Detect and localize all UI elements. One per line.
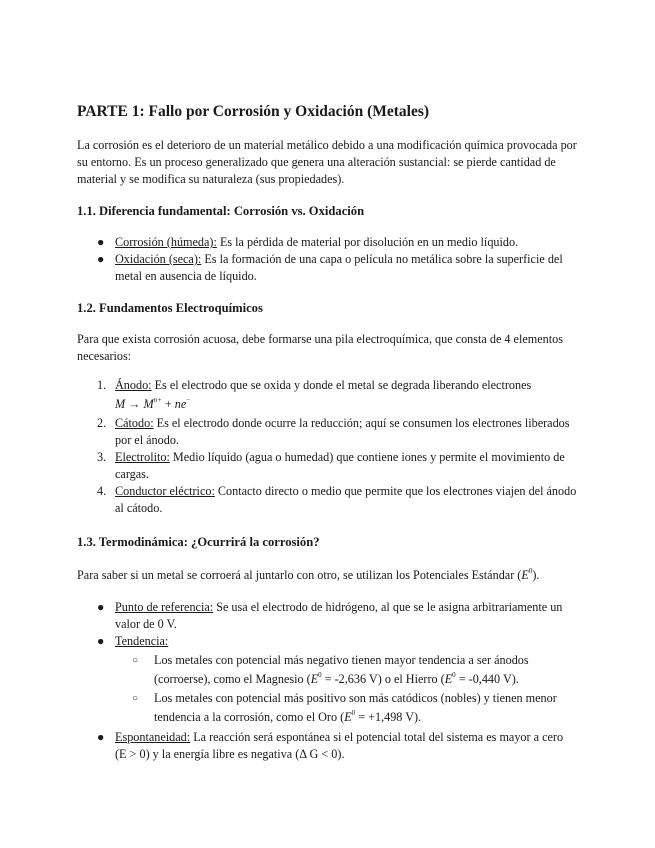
list-item [77,449,577,483]
intro-paragraph: La corrosión es el deterioro de un material metálico debido a una modificación química provocada por su entorno. Es un proceso generalizado que genera una alteración sustancial: se pierde cantidad de material y se modifica su naturaleza (sus propiedades). [77,138,577,186]
section-1-2-intro: Para que exista corrosión acuosa, debe formarse una pila electroquímica, que consta de 4 elementos necesarios: [77,332,563,363]
list-item: ○ Los metales con potencial más positivo son más catódicos (nobles) y tienen menor tendencia a la corrosión, como el Oro ($E^0 = +1,498$ V). [132,691,557,724]
oxidation-formula: $M \to M^{n+} + ne^-$ [115,396,191,411]
section-1-1-list [77,234,577,285]
definition-text: Se usa el electrodo de hidrógeno, al que se le asigna arbitrariamente un valor de 0 V. [115,600,563,631]
item-number: 2. [97,416,107,430]
term-cathode: Cátodo: [115,416,154,430]
section-1-3-intro: Para saber si un metal se corroerá al juntarlo con otro, se utilizan los Potenciales Estándar $(E^0)$. [77,567,540,582]
term-oxidation: Oxidación (seca): [115,252,202,266]
definition-text: Es la formación de una capa o película no metálica sobre la superficie del metal en ausencia de líquido. [115,252,563,283]
definition-text: La reacción será espontánea si el potencial total del sistema es mayor a cero (E > 0) y la energía libre es negativa (Δ G < 0). [115,730,564,761]
item-number: 1. [97,378,107,392]
term-tendency: Tendencia: [115,634,169,648]
circle-bullet-icon: ○ [132,655,139,666]
list-item [77,633,577,650]
definition-text: Medio líquido (agua o humedad) que contiene iones y permite el movimiento de cargas. [115,450,565,481]
section-1-1-heading: 1.1. Diferencia fundamental: Corrosión vs. Oxidación [77,204,365,218]
bullet-icon: ● [97,235,105,249]
term-electrolyte: Electrolito: [115,450,170,464]
list-item [77,729,577,763]
item-number: 4. [97,484,107,498]
definition-text: Es el electrodo donde ocurre la reducción; aquí se consumen los electrones liberados por el ánodo. [115,416,570,447]
bullet-icon: ● [97,634,105,648]
list-item [77,234,577,251]
list-item: ○ Los metales con potencial más negativo tienen mayor tendencia a ser ánodos (corroerse), como el Magnesio ($E^0 = -2,636$ V) o el Hierro ($E^0 = -0,440$ V). [132,653,529,686]
bullet-icon: ● [97,730,105,744]
page-title: PARTE 1: Fallo por Corrosión y Oxidación (Metales) [77,103,430,120]
term-corrosion: Corrosión (húmeda): [115,235,217,249]
list-item [77,377,577,414]
list-item [77,415,577,449]
list-item [77,483,577,517]
section-1-2-list [77,377,577,517]
spontaneity-list [77,729,577,763]
section-1-3-heading: 1.3. Termodinámica: ¿Ocurrirá la corrosión? [77,535,320,549]
list-item [77,599,577,633]
bullet-icon: ● [97,252,105,266]
term-spontaneity: Espontaneidad: [115,730,191,744]
list-item [77,251,577,285]
tendency-sublist [77,651,577,727]
circle-bullet-icon: ○ [132,693,139,704]
definition-text: Es la pérdida de material por disolución en un medio líquido. [216,235,519,249]
section-1-3-list [77,599,577,650]
term-anode: Ánodo: [115,378,152,392]
section-1-2-heading: 1.2. Fundamentos Electroquímicos [77,301,263,315]
definition-text: Es el electrodo que se oxida y donde el metal se degrada liberando electrones [151,378,532,392]
bullet-icon: ● [97,600,105,614]
term-conductor: Conductor eléctrico: [115,484,215,498]
term-reference-point: Punto de referencia: [115,600,214,614]
definition-text: Contacto directo o medio que permite que los electrones viajen del ánodo al cátodo. [115,484,577,515]
item-number: 3. [97,450,107,464]
